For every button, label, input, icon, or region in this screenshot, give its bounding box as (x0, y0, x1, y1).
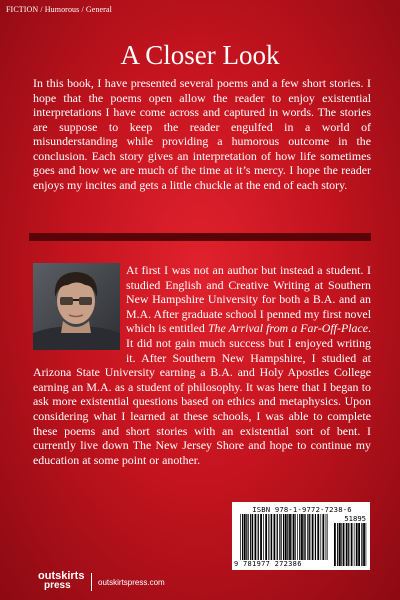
barcode-bar (279, 514, 280, 560)
barcode-bar (260, 514, 262, 560)
barcode-bar (346, 523, 348, 566)
barcode-bar (258, 514, 259, 560)
price-code: 51895 (344, 514, 366, 523)
barcode-bar (277, 514, 278, 560)
bio-text-part1: At first I was not an author but instead a student. I studied English and Creative Writing at Southern New Hampshire University for both a B.A. and an M.A. After graduate school I penned my first novel which is entitled (126, 263, 371, 336)
barcode-bar (334, 523, 336, 566)
barcode-bar (341, 523, 342, 566)
barcode-digits: 9 781977 272386 (234, 560, 302, 568)
barcode-bar (322, 514, 324, 560)
category-label: FICTION / Humorous / General (6, 5, 112, 14)
barcode-bar (339, 523, 341, 566)
author-bio (33, 263, 371, 467)
barcode-bar (363, 523, 365, 566)
barcode-bar (263, 514, 264, 560)
publisher-logo-top: outskirts (38, 570, 85, 582)
barcode-bar (358, 523, 360, 566)
publisher-logo-bottom: press (44, 580, 71, 592)
barcode-bar (268, 514, 269, 560)
book-title: A Closer Look (120, 40, 280, 70)
barcode-bar (285, 514, 287, 560)
barcode-bar (361, 523, 362, 566)
bio-novel-title: The Arrival from a Far-Off-Place (207, 321, 369, 336)
barcode-bar (348, 523, 349, 566)
bio-text-part2: . It did not gain much success but I enjoyed writing it. After Southern New Hampshire, I studied at Arizona State University earning a B.A. and Holy Apostles College earning an M.A. as a student of philosophy. It was here that I began to ask more existential questions based on ethics and metaphysics. Upon considering what I learned at these schools, I was able to complete these poems and short stories with an existential sort of bent. I currently live down The New Jersey Shore and hope to continue my education at some point or another. (33, 321, 372, 467)
barcode-bar (274, 514, 276, 560)
barcode-bar (292, 514, 293, 560)
barcode-box (232, 502, 370, 570)
barcode-bar (351, 523, 353, 566)
barcode-bar (242, 514, 243, 560)
barcode-bar (240, 514, 241, 560)
book-blurb: In this book, I have presented several poems and a few short stories. I hope that the poems open allow the reader to enjoy existential interpretations I have come across and captured in words. The stories are suppose to keep the reader engulfed in a world of misunderstanding while providing a humorous outcome in the conclusion. Each story gives an interpretation of how life sometimes goes and how we are much of the time at it’s mercy. I hope the reader enjoys my incites and gets a little chuckle at the end of each story. (33, 76, 371, 192)
barcode-bar (327, 514, 328, 560)
footer-divider (91, 573, 92, 591)
barcode-bar (309, 514, 310, 560)
barcode-bar (246, 514, 247, 560)
barcode-bar (356, 523, 358, 566)
barcode-bar (244, 514, 246, 560)
barcode-bar (337, 523, 338, 566)
photo-wrap-spacer (33, 263, 126, 355)
barcode-bar (297, 514, 298, 560)
barcode-bar (315, 514, 316, 560)
barcode-bar (312, 514, 314, 560)
divider-rule (29, 233, 371, 241)
barcode-bar (343, 523, 345, 566)
barcode-bar (303, 514, 304, 560)
barcode-bar (280, 514, 281, 560)
barcode-bar (366, 523, 367, 566)
barcode-bar (305, 514, 306, 560)
barcode-bar (248, 514, 249, 560)
barcode-bar (293, 514, 295, 560)
barcode-bar (255, 514, 257, 560)
barcode-bar (250, 514, 251, 560)
barcode-bar (295, 514, 296, 560)
barcode-bar (270, 514, 271, 560)
barcode-bar (289, 514, 291, 560)
barcode-bar (299, 514, 300, 560)
barcode-bar (317, 514, 319, 560)
barcode-bar (265, 514, 267, 560)
barcode-bar (287, 514, 288, 560)
barcode-bar (271, 514, 272, 560)
barcode-bar (283, 514, 284, 560)
barcode-bar (320, 514, 321, 560)
isbn-label: ISBN 978-1-9772-7238-6 (252, 505, 352, 514)
barcode-bar (307, 514, 308, 560)
publisher-url: outskirtspress.com (98, 578, 165, 587)
barcode-bar (252, 514, 253, 560)
publisher-logo (38, 571, 84, 591)
barcode-bar (326, 514, 327, 560)
barcode-bar (354, 523, 355, 566)
barcode-bar (301, 514, 303, 560)
